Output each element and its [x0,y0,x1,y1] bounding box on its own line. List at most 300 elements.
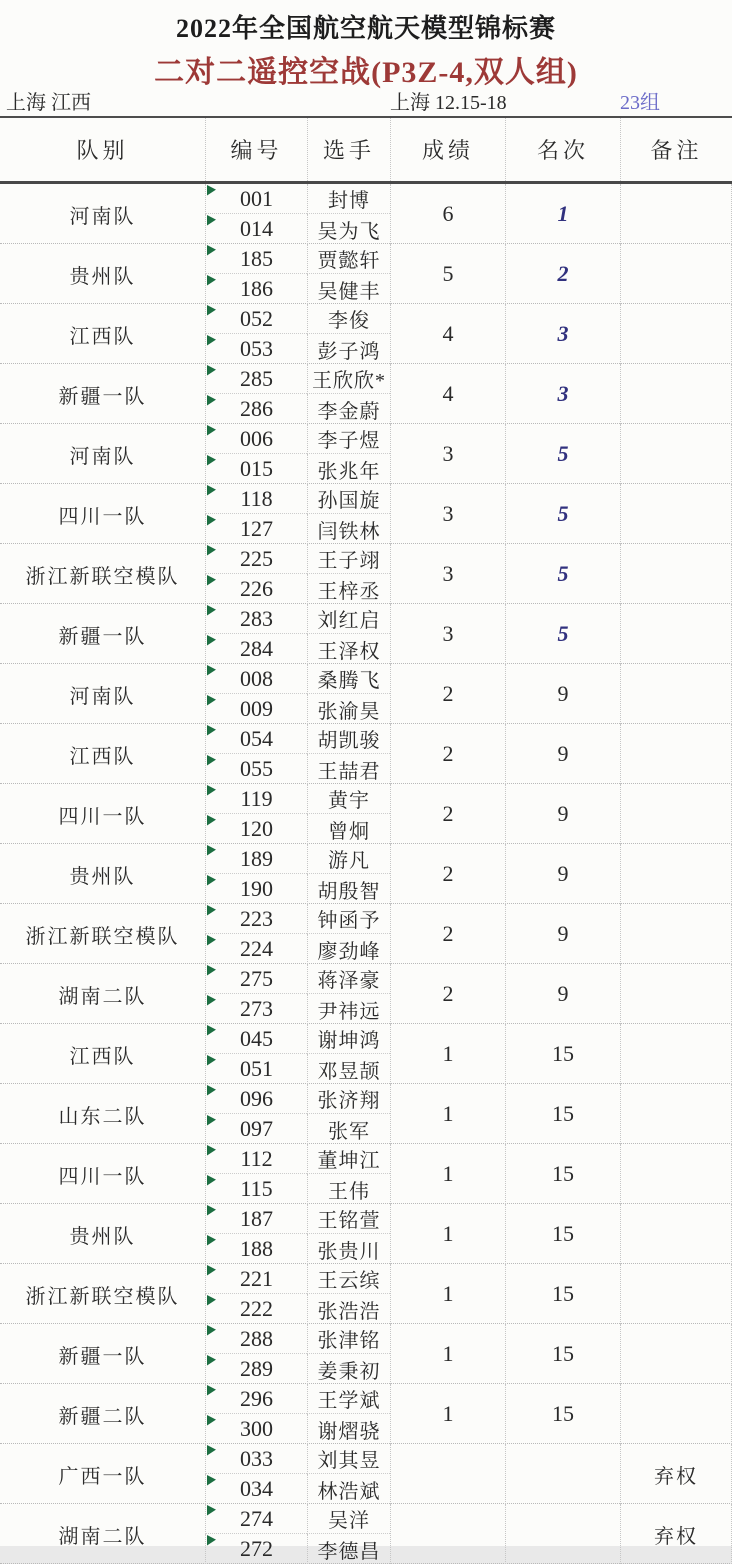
table-header [0,118,732,184]
player1-name: 桑腾飞 [307,664,390,694]
player2-number [205,1054,307,1084]
table-row [0,784,732,844]
score-value: 2 [390,844,505,904]
score-value: 1 [390,1024,505,1084]
player2-number-text: 097 [240,1116,273,1141]
player1-number-text: 006 [240,425,273,451]
table-row [0,1084,732,1144]
player2-number [205,334,307,364]
cell-corner-triangle-icon [207,245,216,256]
player1-name: 王铭萱 [307,1204,390,1234]
rank-value: 15 [505,1264,620,1324]
rank-value: 15 [505,1204,620,1264]
cell-corner-triangle-icon [207,1355,216,1366]
player1-name: 吴洋 [307,1504,390,1534]
rank-value: 15 [505,1384,620,1444]
player2-number [205,574,307,604]
player1-number [205,1144,307,1174]
rank-value: 15 [505,1324,620,1384]
score-value: 2 [390,964,505,1024]
cell-corner-triangle-icon [207,1265,216,1276]
player1-name: 蒋泽豪 [307,964,390,994]
player1-number-text: 274 [240,1505,273,1531]
table-row [0,424,732,484]
cell-corner-triangle-icon [207,905,216,916]
team-name: 江西队 [69,1045,136,1068]
team-name: 新疆一队 [58,1345,147,1368]
score-value: 3 [390,604,505,664]
score-value: 3 [390,544,505,604]
player2-number-text: 115 [240,1176,273,1201]
score-value: 1 [390,1204,505,1264]
player2-name: 张军 [307,1114,390,1144]
cell-corner-triangle-icon [207,605,216,616]
cell-corner-triangle-icon [207,335,216,346]
remark-value [620,1144,732,1204]
cell-corner-triangle-icon [207,875,216,886]
remark-value [620,484,732,544]
cell-corner-triangle-icon [207,1505,216,1516]
cell-corner-triangle-icon [207,1205,216,1216]
player1-number [205,364,307,394]
cell-corner-triangle-icon [207,575,216,586]
player1-number-text: 185 [240,245,273,271]
player1-name: 谢坤鸿 [307,1024,390,1054]
rank-value: 5 [505,544,620,604]
player2-name: 胡殷智 [307,874,390,904]
cell-corner-triangle-icon [207,1115,216,1126]
player1-number [205,1444,307,1474]
player1-number [205,244,307,274]
rank-value: 9 [505,724,620,784]
team-name: 浙江新联空模队 [25,1285,180,1308]
player1-name: 李子煜 [307,424,390,454]
player2-number-text: 222 [240,1296,273,1321]
player2-number-text: 224 [240,936,273,961]
table-row [0,544,732,604]
cell-corner-triangle-icon [207,965,216,976]
player1-number [205,304,307,334]
player1-name: 王学斌 [307,1384,390,1414]
cell-corner-triangle-icon [207,455,216,466]
player2-number [205,394,307,424]
cell-corner-triangle-icon [207,1475,216,1486]
table-row [0,1384,732,1444]
remark-value [620,604,732,664]
player1-number-text: 296 [240,1385,273,1411]
player1-number-text: 054 [240,725,273,751]
score-value: 6 [390,184,505,244]
table-row [0,364,732,424]
cell-corner-triangle-icon [207,1175,216,1186]
player2-number [205,1174,307,1204]
info-location-date: 上海 12.15-18 [390,92,507,114]
cell-corner-triangle-icon [207,1235,216,1246]
cell-corner-triangle-icon [207,305,216,316]
player1-name: 刘红启 [307,604,390,634]
score-value: 4 [390,304,505,364]
cell-corner-triangle-icon [207,395,216,406]
player2-number [205,994,307,1024]
score-value: 2 [390,784,505,844]
score-value: 3 [390,424,505,484]
player1-number-text: 052 [240,305,273,331]
score-value [390,1504,505,1564]
player1-number [205,1324,307,1354]
remark-value [620,844,732,904]
remark-value [620,784,732,844]
table-row [0,484,732,544]
col-header-player: 选手 [307,118,390,181]
player2-number-text: 120 [240,816,273,841]
col-header-rank: 名次 [505,118,620,181]
player1-number [205,664,307,694]
player2-name: 林浩斌 [307,1474,390,1504]
cell-corner-triangle-icon [207,215,216,226]
cell-corner-triangle-icon [207,1055,216,1066]
team-name: 贵州队 [69,265,136,288]
remark-value: 弃权 [620,1444,732,1504]
rank-value: 9 [505,664,620,724]
score-value: 4 [390,364,505,424]
player1-number [205,724,307,754]
player1-number [205,1504,307,1534]
info-teams: 上海 江西 [6,92,91,114]
cell-corner-triangle-icon [207,275,216,286]
team-name: 新疆二队 [58,1405,147,1428]
remark-value [620,1384,732,1444]
table-body [0,184,732,1564]
player2-number [205,754,307,784]
cell-corner-triangle-icon [207,995,216,1006]
rank-value: 15 [505,1144,620,1204]
player1-name: 贾懿轩 [307,244,390,274]
player2-name: 张浩浩 [307,1294,390,1324]
remark-value [620,364,732,424]
player1-name: 钟函予 [307,904,390,934]
table-row [0,664,732,724]
cell-corner-triangle-icon [207,365,216,376]
cell-corner-triangle-icon [207,725,216,736]
player1-number-text: 225 [240,545,273,571]
player1-name: 刘其昱 [307,1444,390,1474]
info-row [0,91,732,118]
player1-name: 黄宇 [307,784,390,814]
team-name: 新疆一队 [58,625,147,648]
player1-number [205,1204,307,1234]
score-value: 3 [390,484,505,544]
rank-value: 5 [505,424,620,484]
team-name: 江西队 [69,325,136,348]
remark-value [620,964,732,1024]
player2-number [205,1354,307,1384]
player2-number [205,1234,307,1264]
score-value: 1 [390,1384,505,1444]
player1-number-text: 045 [240,1025,273,1051]
cell-corner-triangle-icon [207,1025,216,1036]
cell-corner-triangle-icon [207,485,216,496]
rank-value: 9 [505,784,620,844]
player2-number-text: 055 [240,756,273,781]
score-value: 5 [390,244,505,304]
player1-name: 张津铭 [307,1324,390,1354]
rank-value: 5 [505,604,620,664]
player2-number-text: 053 [240,336,273,361]
col-header-number: 编号 [205,118,307,181]
remark-value [620,904,732,964]
player1-name: 李俊 [307,304,390,334]
player2-number [205,214,307,244]
player2-number-text: 226 [240,576,273,601]
player2-number [205,1534,307,1564]
player2-number [205,814,307,844]
player2-number-text: 284 [240,636,273,661]
player1-number-text: 008 [240,665,273,691]
cell-corner-triangle-icon [207,845,216,856]
col-header-score: 成绩 [390,118,505,181]
table-row [0,1264,732,1324]
score-value: 1 [390,1084,505,1144]
team-name: 广西一队 [58,1465,147,1488]
player1-number [205,784,307,814]
player1-number [205,1024,307,1054]
remark-value [620,304,732,364]
player1-number-text: 223 [240,905,273,931]
player1-number-text: 275 [240,965,273,991]
player1-name: 王子翊 [307,544,390,574]
remark-value [620,1024,732,1084]
col-header-remark: 备注 [620,118,732,181]
player2-number-text: 014 [240,216,273,241]
player2-number-text: 188 [240,1236,273,1261]
player2-name: 王梓丞 [307,574,390,604]
score-value: 2 [390,724,505,784]
cell-corner-triangle-icon [207,1535,216,1546]
score-value [390,1444,505,1504]
player2-number-text: 272 [240,1536,273,1561]
player1-number [205,484,307,514]
cell-corner-triangle-icon [207,665,216,676]
player2-name: 闫铁林 [307,514,390,544]
team-name: 四川一队 [58,505,147,528]
player1-number [205,964,307,994]
score-value: 2 [390,904,505,964]
player2-name: 邓昱颉 [307,1054,390,1084]
table-row [0,1504,732,1564]
rank-value: 9 [505,964,620,1024]
rank-value: 3 [505,364,620,424]
table-row [0,1444,732,1504]
remark-value [620,184,732,244]
remark-value [620,544,732,604]
player2-name: 彭子鸿 [307,334,390,364]
player1-number-text: 285 [240,365,273,391]
table-row [0,1024,732,1084]
rank-value: 15 [505,1024,620,1084]
table-row [0,964,732,1024]
player2-number-text: 289 [240,1356,273,1381]
player1-name: 封博 [307,184,390,214]
player2-number-text: 034 [240,1476,273,1501]
player2-number [205,1294,307,1324]
player2-number-text: 051 [240,1056,273,1081]
player1-number [205,844,307,874]
player1-number [205,544,307,574]
player1-name: 胡凯骏 [307,724,390,754]
player2-number-text: 190 [240,876,273,901]
player2-name: 曾炯 [307,814,390,844]
rank-value: 15 [505,1084,620,1144]
player2-name: 王泽权 [307,634,390,664]
remark-value [620,1084,732,1144]
team-name: 贵州队 [69,865,136,888]
player1-number [205,1084,307,1114]
player1-number-text: 187 [240,1205,273,1231]
player2-name: 张渝昊 [307,694,390,724]
rank-value: 9 [505,844,620,904]
player2-number-text: 015 [240,456,273,481]
player2-number [205,874,307,904]
team-name: 山东二队 [58,1105,147,1128]
team-name: 湖南二队 [58,985,147,1008]
rank-value [505,1444,620,1504]
remark-value [620,424,732,484]
player2-number [205,514,307,544]
cell-corner-triangle-icon [207,815,216,826]
score-value: 2 [390,664,505,724]
player1-number-text: 112 [240,1145,273,1171]
player2-name: 廖劲峰 [307,934,390,964]
table-row [0,304,732,364]
cell-corner-triangle-icon [207,1415,216,1426]
remark-value [620,1324,732,1384]
player2-number [205,274,307,304]
team-name: 河南队 [69,685,136,708]
player1-name: 王云缤 [307,1264,390,1294]
player1-number-text: 189 [240,845,273,871]
team-name: 四川一队 [58,805,147,828]
team-name: 河南队 [69,445,136,468]
player2-number-text: 300 [240,1416,273,1441]
cell-corner-triangle-icon [207,1295,216,1306]
table-row [0,1204,732,1264]
cell-corner-triangle-icon [207,755,216,766]
player2-number [205,454,307,484]
team-name: 湖南二队 [58,1525,147,1548]
player2-name: 吴健丰 [307,274,390,304]
team-name: 浙江新联空模队 [25,925,180,948]
cell-corner-triangle-icon [207,185,216,196]
cell-corner-triangle-icon [207,1385,216,1396]
player2-number [205,694,307,724]
player1-number-text: 033 [240,1445,273,1471]
player1-name: 王欣欣* [307,364,390,394]
table-row [0,904,732,964]
player2-number [205,1414,307,1444]
table-row [0,844,732,904]
player1-name: 游凡 [307,844,390,874]
rank-value: 3 [505,304,620,364]
player2-name: 谢熠骁 [307,1414,390,1444]
player1-number [205,904,307,934]
player1-number-text: 288 [240,1325,273,1351]
col-header-team: 队别 [76,138,129,163]
cell-corner-triangle-icon [207,785,216,796]
cell-corner-triangle-icon [207,1145,216,1156]
player1-name: 孙国旋 [307,484,390,514]
team-name: 浙江新联空模队 [25,565,180,588]
remark-value [620,244,732,304]
cell-corner-triangle-icon [207,425,216,436]
player1-number-text: 221 [240,1265,273,1291]
player2-number-text: 127 [240,516,273,541]
cell-corner-triangle-icon [207,1085,216,1096]
player1-number [205,1264,307,1294]
player1-number-text: 118 [240,485,273,511]
player1-number-text: 096 [240,1085,273,1111]
remark-value: 弃权 [620,1504,732,1564]
player2-name: 王伟 [307,1174,390,1204]
table-row [0,244,732,304]
remark-value [620,724,732,784]
player1-name: 董坤江 [307,1144,390,1174]
player2-number [205,634,307,664]
player2-number-text: 009 [240,696,273,721]
player2-name: 尹祎远 [307,994,390,1024]
player1-number [205,1384,307,1414]
team-name: 江西队 [69,745,136,768]
table-row [0,1324,732,1384]
player1-number [205,604,307,634]
player1-number-text: 119 [240,785,273,811]
rank-value: 5 [505,484,620,544]
player2-name: 李金蔚 [307,394,390,424]
player2-number [205,934,307,964]
team-name: 河南队 [69,205,136,228]
player2-number-text: 273 [240,996,273,1021]
player1-number-text: 001 [240,185,273,211]
remark-value [620,1264,732,1324]
rank-value: 1 [505,184,620,244]
player2-number [205,1114,307,1144]
cell-corner-triangle-icon [207,545,216,556]
remark-value [620,664,732,724]
table-row [0,184,732,244]
rank-value: 2 [505,244,620,304]
table-row [0,1144,732,1204]
score-value: 1 [390,1264,505,1324]
player1-number [205,184,307,214]
player2-name: 吴为飞 [307,214,390,244]
info-group-count: 23组 [620,92,660,114]
event-subtitle: 二对二遥控空战(P3Z-4,双人组) [154,56,578,89]
table-row [0,724,732,784]
player1-name: 张济翔 [307,1084,390,1114]
player2-number-text: 186 [240,276,273,301]
cell-corner-triangle-icon [207,515,216,526]
rank-value [505,1504,620,1564]
rank-value: 9 [505,904,620,964]
remark-value [620,1204,732,1264]
score-value: 1 [390,1144,505,1204]
cell-corner-triangle-icon [207,635,216,646]
score-value: 1 [390,1324,505,1384]
page-title: 2022年全国航空航天模型锦标赛 [175,14,556,43]
player2-name: 王喆君 [307,754,390,784]
team-name: 贵州队 [69,1225,136,1248]
player2-name: 张贵川 [307,1234,390,1264]
team-name: 四川一队 [58,1165,147,1188]
